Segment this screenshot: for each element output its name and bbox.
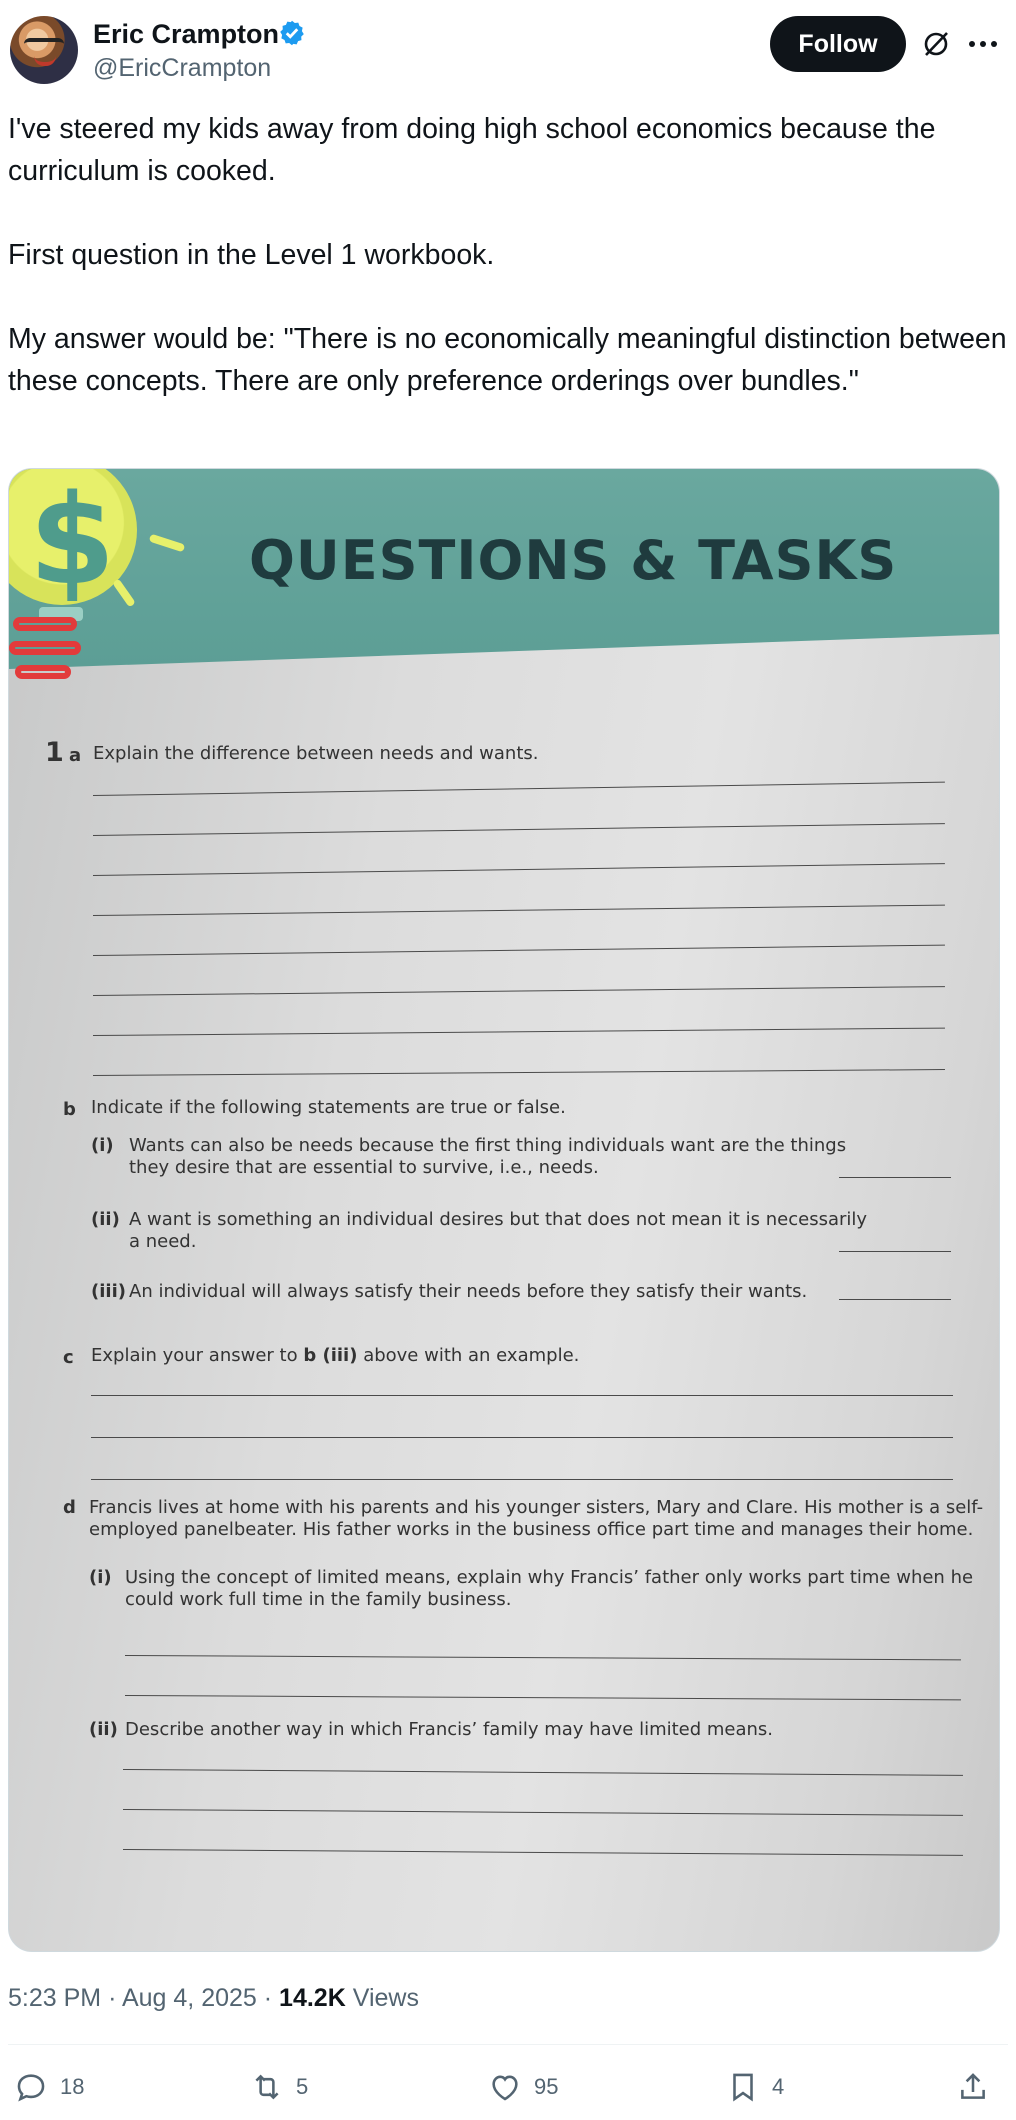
d-item-text: could work full time in the family business.: [125, 1589, 512, 1610]
bookmark-count: 4: [772, 2074, 785, 2099]
avatar[interactable]: [10, 16, 78, 84]
avatar-mouth: [34, 56, 56, 66]
answer-line: [93, 905, 945, 916]
verified-badge-icon: [278, 19, 306, 47]
part-c-label: c: [63, 1347, 74, 1368]
answer-line: [93, 1028, 945, 1036]
answer-line: [93, 945, 945, 956]
like-button[interactable]: [488, 2068, 558, 2106]
answer-line: [91, 1479, 953, 1480]
answer-line: [123, 1809, 963, 1816]
true-false-blank: [839, 1177, 951, 1178]
part-b-label: b: [63, 1099, 76, 1120]
like-icon: [488, 2070, 522, 2104]
tweet-paragraph: First question in the Level 1 workbook.: [8, 239, 495, 271]
part-d-text: Francis lives at home with his parents and his younger sisters, Mary and Clare. His mother is a self-: [89, 1497, 984, 1518]
worksheet-title: QUESTIONS & TASKS: [249, 529, 898, 592]
views-label: Views: [352, 1984, 419, 2012]
follow-button[interactable]: Follow: [770, 16, 906, 72]
b-item-text: An individual will always satisfy their needs before they satisfy their wants.: [129, 1281, 808, 1302]
tweet-date: Aug 4, 2025: [121, 1984, 257, 2012]
worksheet-page: [9, 469, 1000, 1952]
share-button[interactable]: [956, 2068, 990, 2106]
answer-line: [125, 1655, 961, 1660]
grok-icon[interactable]: [920, 28, 952, 60]
tweet-paragraph: My answer would be: "There is no economically meaningful distinction between these concepts. There are only preference orderings over bundles.": [8, 323, 1007, 397]
reply-button[interactable]: [14, 2068, 84, 2106]
part-a-text: Explain the difference between needs and wants.: [93, 743, 539, 764]
true-false-blank: [839, 1299, 951, 1300]
views-count: 14.2K: [279, 1984, 346, 2012]
part-c-text-after: above with an example.: [357, 1345, 580, 1366]
part-d-text: employed panelbeater. His father works in the business office part time and manages their home.: [89, 1519, 974, 1540]
tweet-time: 5:23 PM: [8, 1984, 102, 2012]
b-item-num: (iii): [91, 1281, 126, 1302]
tweet-photo[interactable]: [8, 468, 1000, 1952]
answer-line: [91, 1395, 953, 1396]
part-b-text: Indicate if the following statements are true or false.: [91, 1097, 566, 1118]
b-item-num: (i): [91, 1135, 114, 1156]
d-item-num: (i): [89, 1567, 112, 1588]
tweet-paragraph: I've steered my kids away from doing high school economics because the curriculum is cooked.: [8, 113, 936, 187]
bookmark-button[interactable]: [726, 2068, 784, 2106]
true-false-blank: [839, 1251, 951, 1252]
answer-line: [91, 1437, 953, 1438]
author-name[interactable]: Eric Crampton: [93, 19, 280, 49]
part-c-text-bold: b (iii): [303, 1345, 358, 1366]
repost-icon: [250, 2070, 284, 2104]
tweet-header: [0, 0, 1016, 84]
repost-button[interactable]: [250, 2068, 308, 2106]
tweet-text: [8, 108, 1008, 402]
answer-line: [93, 782, 945, 796]
d-item-num: (ii): [89, 1719, 118, 1740]
answer-line: [93, 1069, 945, 1076]
share-icon: [956, 2070, 990, 2104]
bookmark-icon: [726, 2070, 760, 2104]
b-item-text: Wants can also be needs because the first thing individuals want are the things: [129, 1135, 847, 1156]
separator: ·: [263, 1984, 273, 2012]
b-item-text: a need.: [129, 1231, 197, 1252]
answer-line: [93, 863, 945, 876]
tweet-timestamp[interactable]: [8, 1984, 419, 2013]
answer-line: [93, 823, 945, 836]
b-item-text: they desire that are essential to survive, i.e., needs.: [129, 1157, 599, 1178]
reply-icon: [14, 2070, 48, 2104]
answer-line: [123, 1849, 963, 1856]
d-item-text: Using the concept of limited means, explain why Francis’ father only works part time when he: [125, 1567, 974, 1588]
divider: [8, 2044, 1008, 2045]
part-a-label: a: [69, 745, 82, 766]
question-number: 1: [45, 737, 64, 768]
d-item-text: Describe another way in which Francis’ family may have limited means.: [125, 1719, 774, 1740]
answer-line: [123, 1769, 963, 1776]
author-handle[interactable]: @EricCrampton: [93, 54, 272, 82]
reply-count: 18: [60, 2074, 85, 2099]
like-count: 95: [534, 2074, 559, 2099]
separator: ·: [108, 1984, 117, 2012]
more-dots-icon[interactable]: [966, 28, 1000, 60]
part-c-text-before: Explain your answer to: [91, 1345, 304, 1366]
avatar-glasses: [24, 38, 64, 50]
b-item-text: A want is something an individual desires but that does not mean it is necessarily: [129, 1209, 868, 1230]
part-c-text: [91, 1345, 579, 1367]
part-d-label: d: [63, 1497, 76, 1518]
dollar-sign-icon: $: [29, 469, 116, 613]
answer-line: [125, 1695, 961, 1700]
b-item-num: (ii): [91, 1209, 120, 1230]
repost-count: 5: [296, 2074, 309, 2099]
answer-line: [93, 986, 945, 996]
